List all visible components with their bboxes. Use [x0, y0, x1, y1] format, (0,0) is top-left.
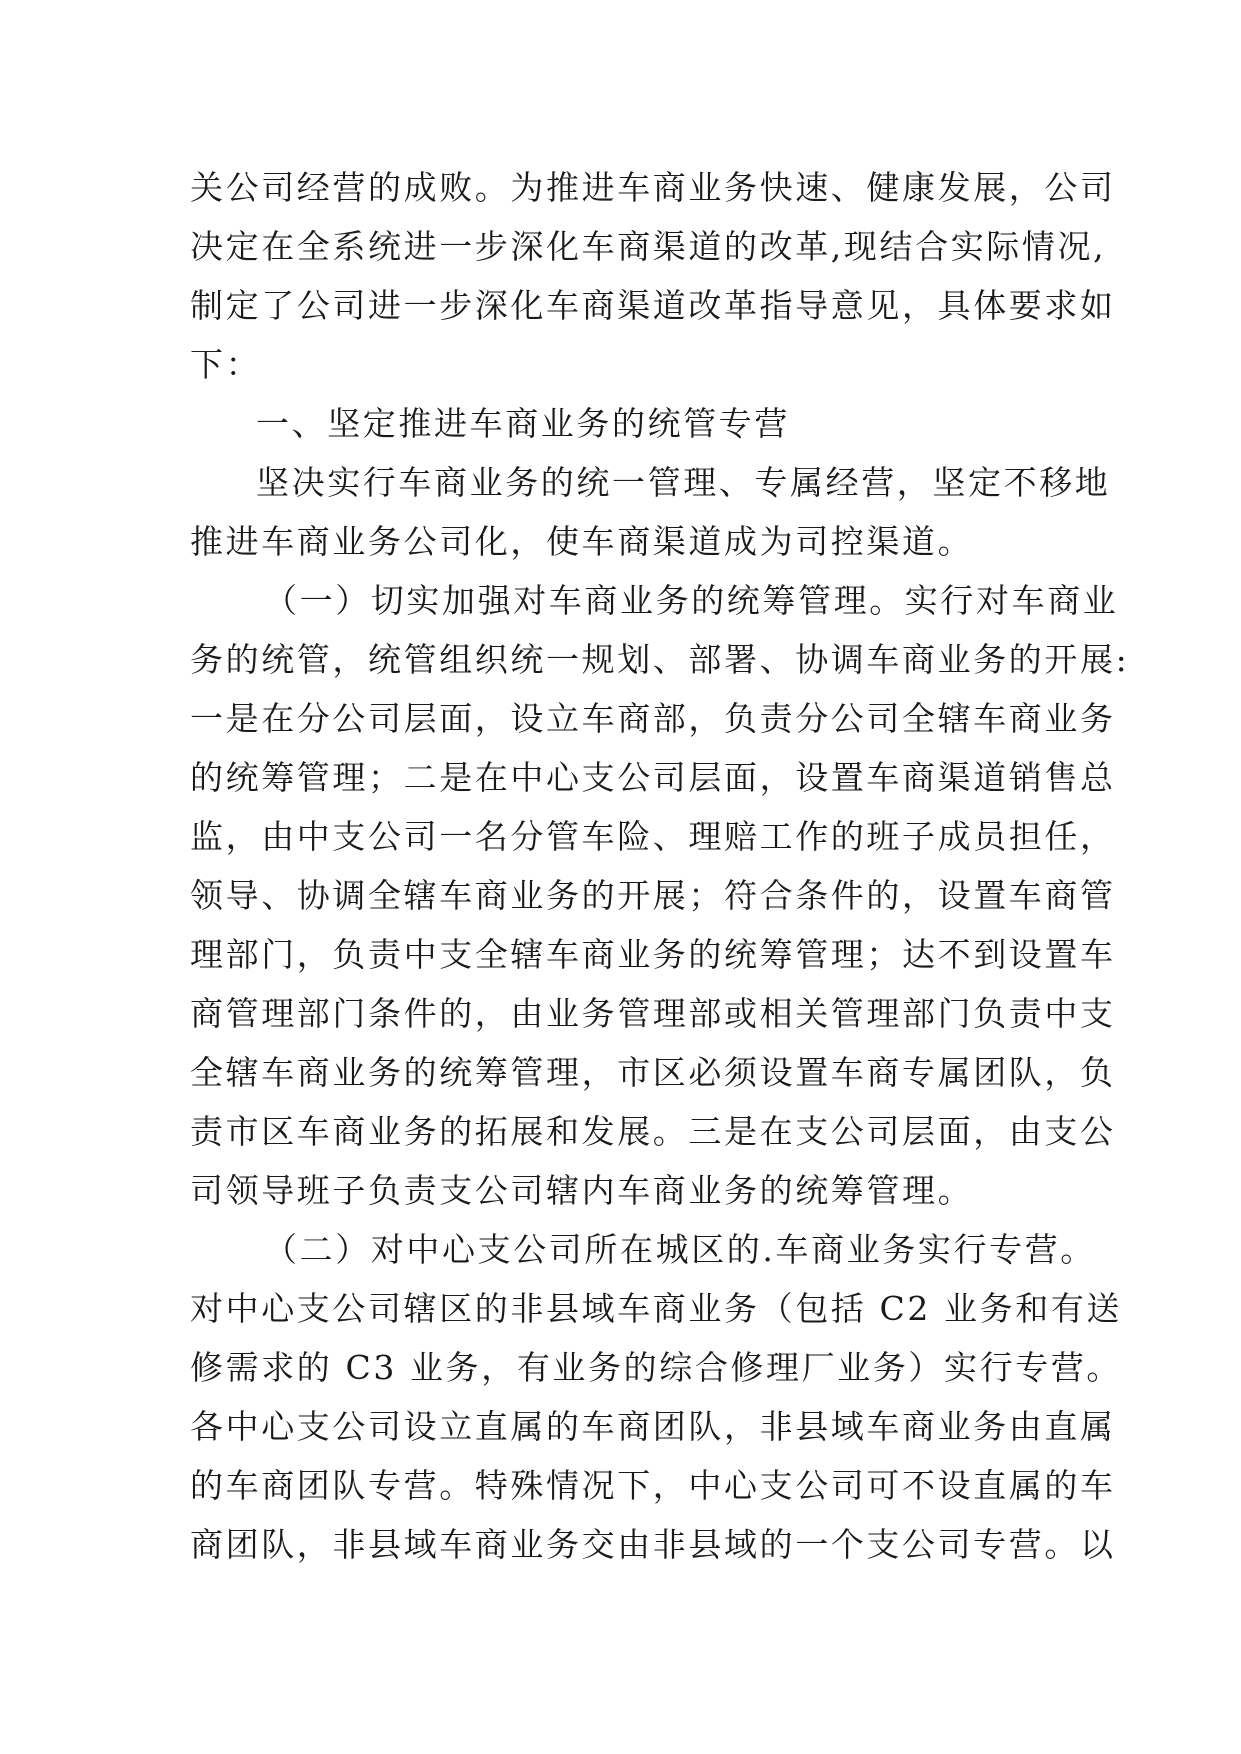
text-line: 理部门，负责中支全辖车商业务的统筹管理；达不到设置车 [190, 935, 1116, 974]
text-line: 下： [190, 345, 262, 384]
text-line: 的车商团队专营。特殊情况下，中心支公司可不设直属的车 [190, 1466, 1116, 1505]
text-line: 商管理部门条件的，由业务管理部或相关管理部门负责中支 [190, 994, 1116, 1033]
text-line: 推进车商业务公司化，使车商渠道成为司控渠道。 [190, 522, 974, 561]
text-line: 对中心支公司辖区的非县域车商业务（包括 C2 业务和有送 [190, 1289, 1123, 1328]
text-line: 各中心支公司设立直属的车商团队，非县域车商业务由直属 [190, 1407, 1116, 1446]
subsection-heading: （一）切实加强对车商业务的统筹管理。实行对车商业 [264, 581, 1119, 620]
section-heading: 一、坚定推进车商业务的统管专营 [256, 404, 790, 443]
text-line: 领导、协调全辖车商业务的开展；符合条件的，设置车商管 [190, 876, 1116, 915]
text-line: 关公司经营的成败。为推进车商业务快速、健康发展，公司 [190, 168, 1116, 207]
text-line: 务的统管，统管组织统一规划、部署、协调车商业务的开展: [190, 640, 1130, 679]
text-line: 决定在全系统进一步深化车商渠道的改革,现结合实际情况, [190, 227, 1107, 266]
text-line: 一是在分公司层面，设立车商部，负责分公司全辖车商业务 [190, 699, 1116, 738]
text-line: 坚决实行车商业务的统一管理、专属经营，坚定不移地 [256, 463, 1111, 502]
text-line: 司领导班子负责支公司辖内车商业务的统筹管理。 [190, 1171, 974, 1210]
subsection-heading: （二）对中心支公司所在城区的.车商业务实行专营。 [264, 1230, 1096, 1269]
text-line: 的统筹管理；二是在中心支公司层面，设置车商渠道销售总 [190, 758, 1116, 797]
text-line: 责市区车商业务的拓展和发展。三是在支公司层面，由支公 [190, 1112, 1116, 1151]
text-line: 商团队，非县域车商业务交由非县域的一个支公司专营。以 [190, 1525, 1116, 1564]
text-line: 修需求的 C3 业务，有业务的综合修理厂业务）实行专营。 [190, 1348, 1123, 1387]
body-text [190, 158, 1190, 1574]
text-line: 监，由中支公司一名分管车险、理赔工作的班子成员担任， [190, 817, 1116, 856]
text-line: 制定了公司进一步深化车商渠道改革指导意见，具体要求如 [190, 286, 1116, 325]
text-line: 全辖车商业务的统筹管理，市区必须设置车商专属团队，负 [190, 1053, 1116, 1092]
